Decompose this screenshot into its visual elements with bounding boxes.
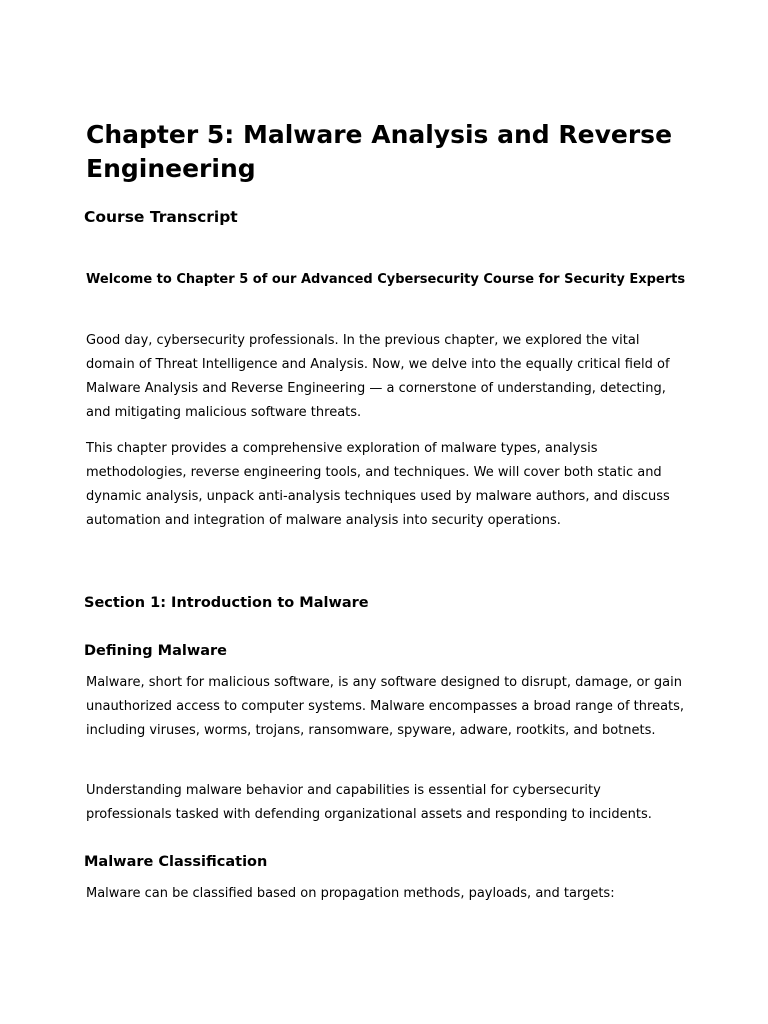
section-1-heading: Section 1: Introduction to Malware: [84, 595, 369, 611]
malware-classification-heading: Malware Classification: [84, 854, 268, 870]
defining-malware-heading: Defining Malware: [84, 643, 228, 659]
intro-paragraph-1: Good day, cybersecurity professionals. In the previous chapter, we explored the vital domain of Threat Intelligence and Analysis. Now, we delve into the equally critical field of Malware Analysis and Reverse Engineering — a cornerstone of understanding, detecting, and mitigating malicious software threats.: [86, 333, 670, 420]
page-title: Chapter 5: Malware Analysis and Reverse Engineering: [86, 120, 673, 183]
intro-paragraph-2: This chapter provides a comprehensive exploration of malware types, analysis methodologies, reverse engineering tools, and techniques. We will cover both static and dynamic analysis, unpack anti-analysis techniques used by malware authors, and discuss automation and integration of malware analysis into security operations.: [86, 441, 670, 528]
malware-classification-paragraph: Malware can be classified based on propagation methods, payloads, and targets:: [86, 886, 615, 901]
defining-malware-paragraph-2: Understanding malware behavior and capabilities is essential for cybersecurity professionals tasked with defending organizational assets and responding to incidents.: [86, 783, 652, 822]
defining-malware-paragraph-1: Malware, short for malicious software, is any software designed to disrupt, damage, or gain unauthorized access to computer systems. Malware encompasses a broad range of threats, including viruses, worms, trojans, ransomware, spyware, adware, rootkits, and botnets.: [86, 675, 685, 738]
page-subtitle: Course Transcript: [84, 208, 238, 226]
welcome-heading: Welcome to Chapter 5 of our Advanced Cybersecurity Course for Security Experts: [86, 272, 686, 287]
